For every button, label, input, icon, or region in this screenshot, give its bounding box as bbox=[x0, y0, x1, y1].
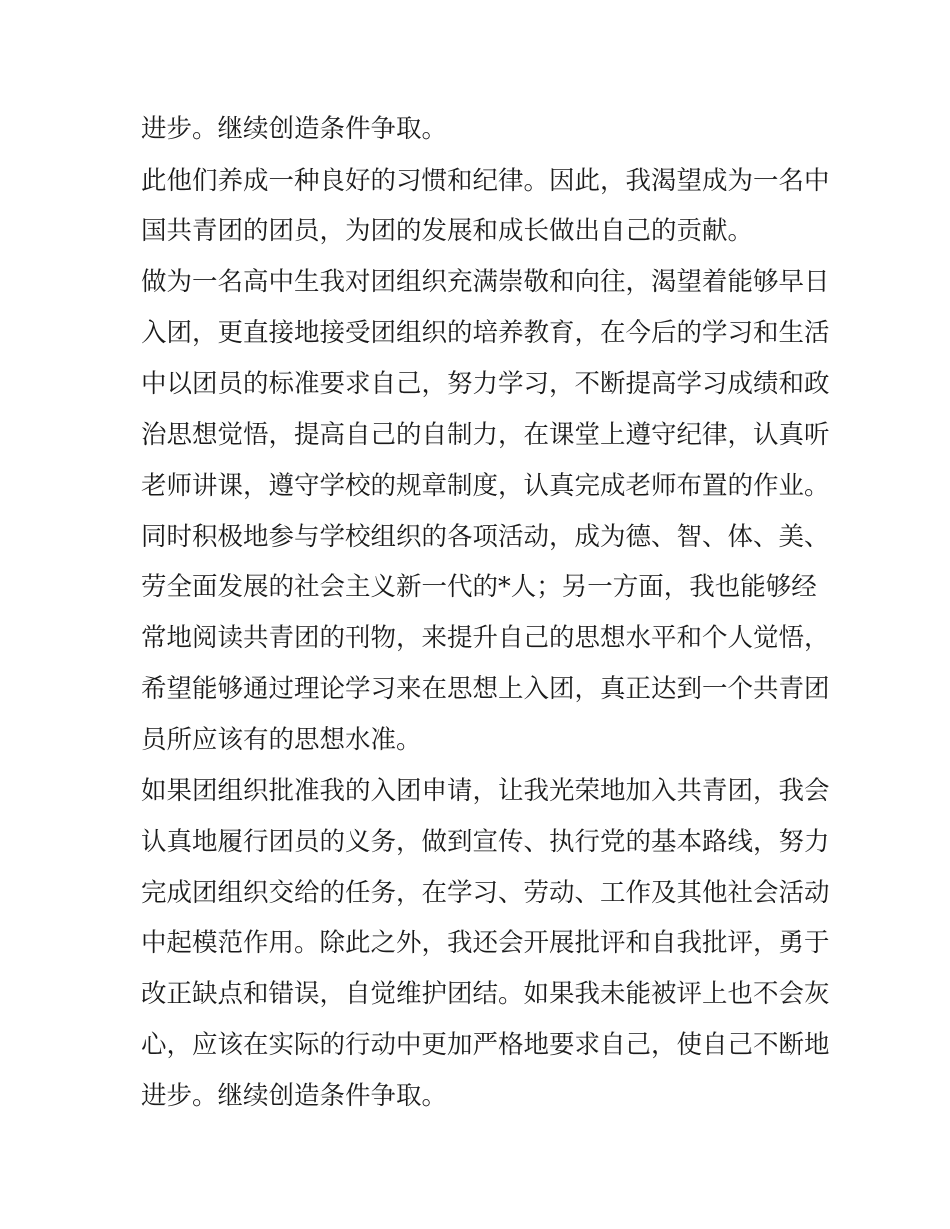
text-line: 常地阅读共青团的刊物，来提升自己的思想水平和个人觉悟， bbox=[141, 623, 830, 653]
text-line: 改正缺点和错误，自觉维护团结。如果我未能被评上也不会灰 bbox=[141, 979, 830, 1009]
text-line: 国共青团的团员，为团的发展和成长做出自己的贡献。 bbox=[141, 216, 754, 246]
text-line: 心，应该在实际的行动中更加严格地要求自己，使自己不断地 bbox=[141, 1030, 830, 1060]
text-line: 入团，更直接地接受团组织的培养教育，在今后的学习和生活 bbox=[141, 318, 830, 348]
text-line: 中以团员的标准要求自己，努力学习，不断提高学习成绩和政 bbox=[141, 369, 830, 399]
text-line: 老师讲课，遵守学校的规章制度，认真完成老师布置的作业。 bbox=[141, 471, 830, 501]
text-line: 治思想觉悟，提高自己的自制力，在课堂上遵守纪律，认真听 bbox=[141, 420, 830, 450]
text-line: 做为一名高中生我对团组织充满崇敬和向往，渴望着能够早日 bbox=[141, 267, 830, 297]
text-line: 完成团组织交给的任务，在学习、劳动、工作及其他社会活动 bbox=[141, 878, 830, 908]
text-line: 劳全面发展的社会主义新一代的*人；另一方面，我也能够经 bbox=[141, 572, 817, 602]
text-line: 进步。继续创造条件争取。 bbox=[141, 114, 448, 144]
text-line: 员所应该有的思想水准。 bbox=[141, 725, 422, 755]
text-line: 同时积极地参与学校组织的各项活动，成为德、智、体、美、 bbox=[141, 522, 830, 552]
text-line: 认真地履行团员的义务，做到宣传、执行党的基本路线，努力 bbox=[141, 827, 830, 857]
text-line: 进步。继续创造条件争取。 bbox=[141, 1081, 448, 1111]
text-line: 如果团组织批准我的入团申请，让我光荣地加入共青团，我会 bbox=[141, 776, 830, 806]
text-line: 此他们养成一种良好的习惯和纪律。因此，我渴望成为一名中 bbox=[141, 166, 830, 196]
text-line: 希望能够通过理论学习来在思想上入团，真正达到一个共青团 bbox=[141, 674, 830, 704]
text-line: 中起模范作用。除此之外，我还会开展批评和自我批评，勇于 bbox=[141, 928, 830, 958]
